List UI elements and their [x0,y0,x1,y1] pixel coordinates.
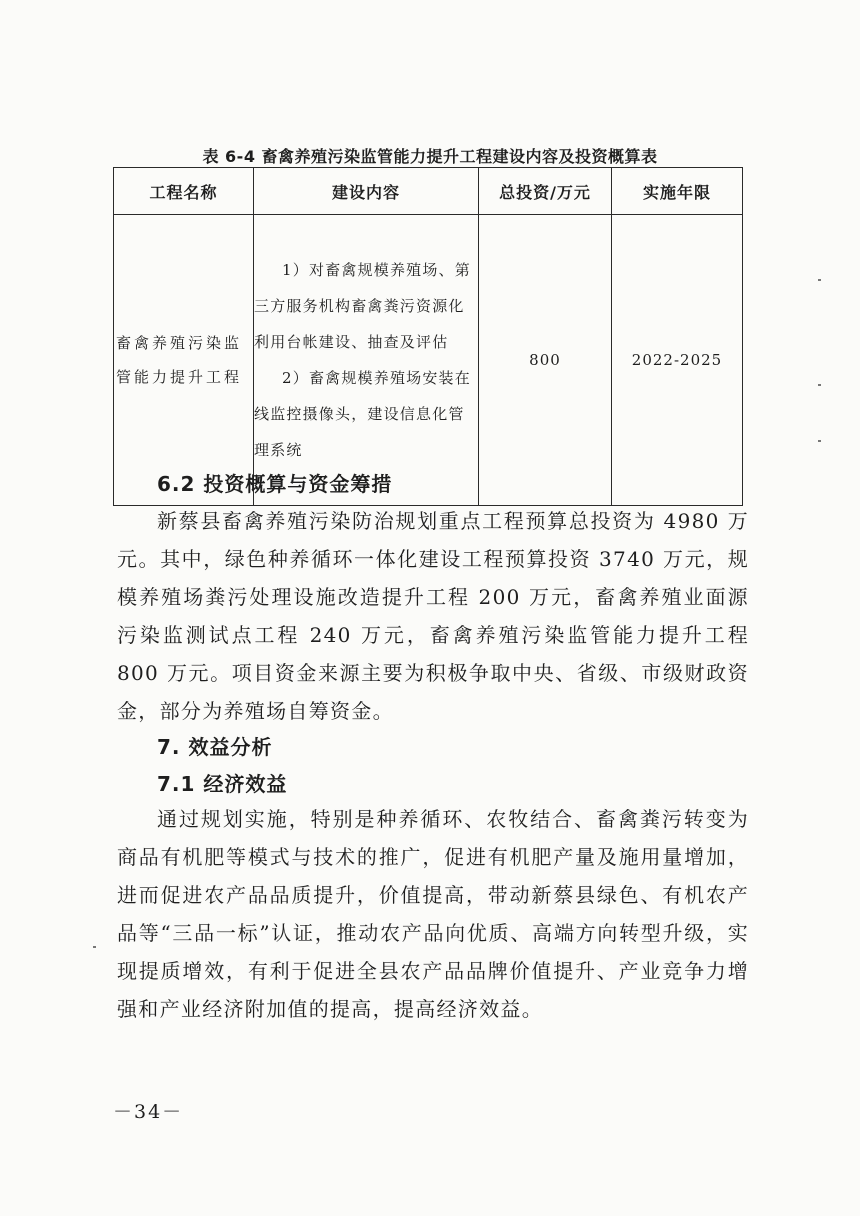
cell-investment: 800 [479,215,612,506]
section-6-2-heading: 6.2 投资概算与资金筹措 [157,472,393,496]
header-implementation-period: 实施年限 [612,168,743,215]
cell-period: 2022-2025 [612,215,743,506]
header-total-investment: 总投资/万元 [479,168,612,215]
section-6-2-body [117,502,749,730]
table-header-row [114,168,743,215]
page-number: －34－ [113,1101,184,1123]
table-row [114,215,743,506]
scan-speck [818,440,821,442]
section-7-1-body [117,800,749,1028]
section-7-1-paragraph: 通过规划实施，特别是种养循环、农牧结合、畜禽粪污转变为商品有机肥等模式与技术的推广，促进有机肥产量及施用量增加，进而促进农产品品质提升，价值提高，带动新蔡县绿色、有机农产品等“三品一标”认证，推动农产品向优质、高端方向转型升级，实现提质增效，有利于促进全县农产品品牌价值提升、产业竞争力增强和产业经济附加值的提高，提高经济效益。 [117,807,749,1021]
content-item-1: 1）对畜禽规模养殖场、第三方服务机构畜禽粪污资源化利用台帐建设、抽查及评估 [254,261,471,351]
scan-speck [818,279,821,281]
section-6-2-paragraph: 新蔡县畜禽养殖污染防治规划重点工程预算总投资为 4980 万元。其中，绿色种养循环一体化建设工程预算投资 3740 万元，规模养殖场粪污处理设施改造提升工程 200 万元，畜禽养殖业面源污染监测试点工程 240 万元，畜禽养殖污染监管能力提升工程 800 万元。项目资金来源主要为积极争取中央、省级、市级财政资金，部分为养殖场自筹资金。 [117,509,749,723]
scan-speck [93,946,96,948]
header-construction-content: 建设内容 [254,168,479,215]
investment-table [113,167,743,506]
header-project-name: 工程名称 [114,168,254,215]
scan-speck [818,384,821,386]
table-caption: 表 6-4 畜禽养殖污染监管能力提升工程建设内容及投资概算表 [202,147,658,166]
cell-construction-content [254,215,479,506]
section-7-heading: 7. 效益分析 [157,735,273,759]
cell-project-name: 畜禽养殖污染监管能力提升工程 [114,215,254,506]
content-item-2: 2）畜禽规模养殖场安装在线监控摄像头，建设信息化管理系统 [254,369,471,459]
section-7-1-heading: 7.1 经济效益 [157,772,288,796]
